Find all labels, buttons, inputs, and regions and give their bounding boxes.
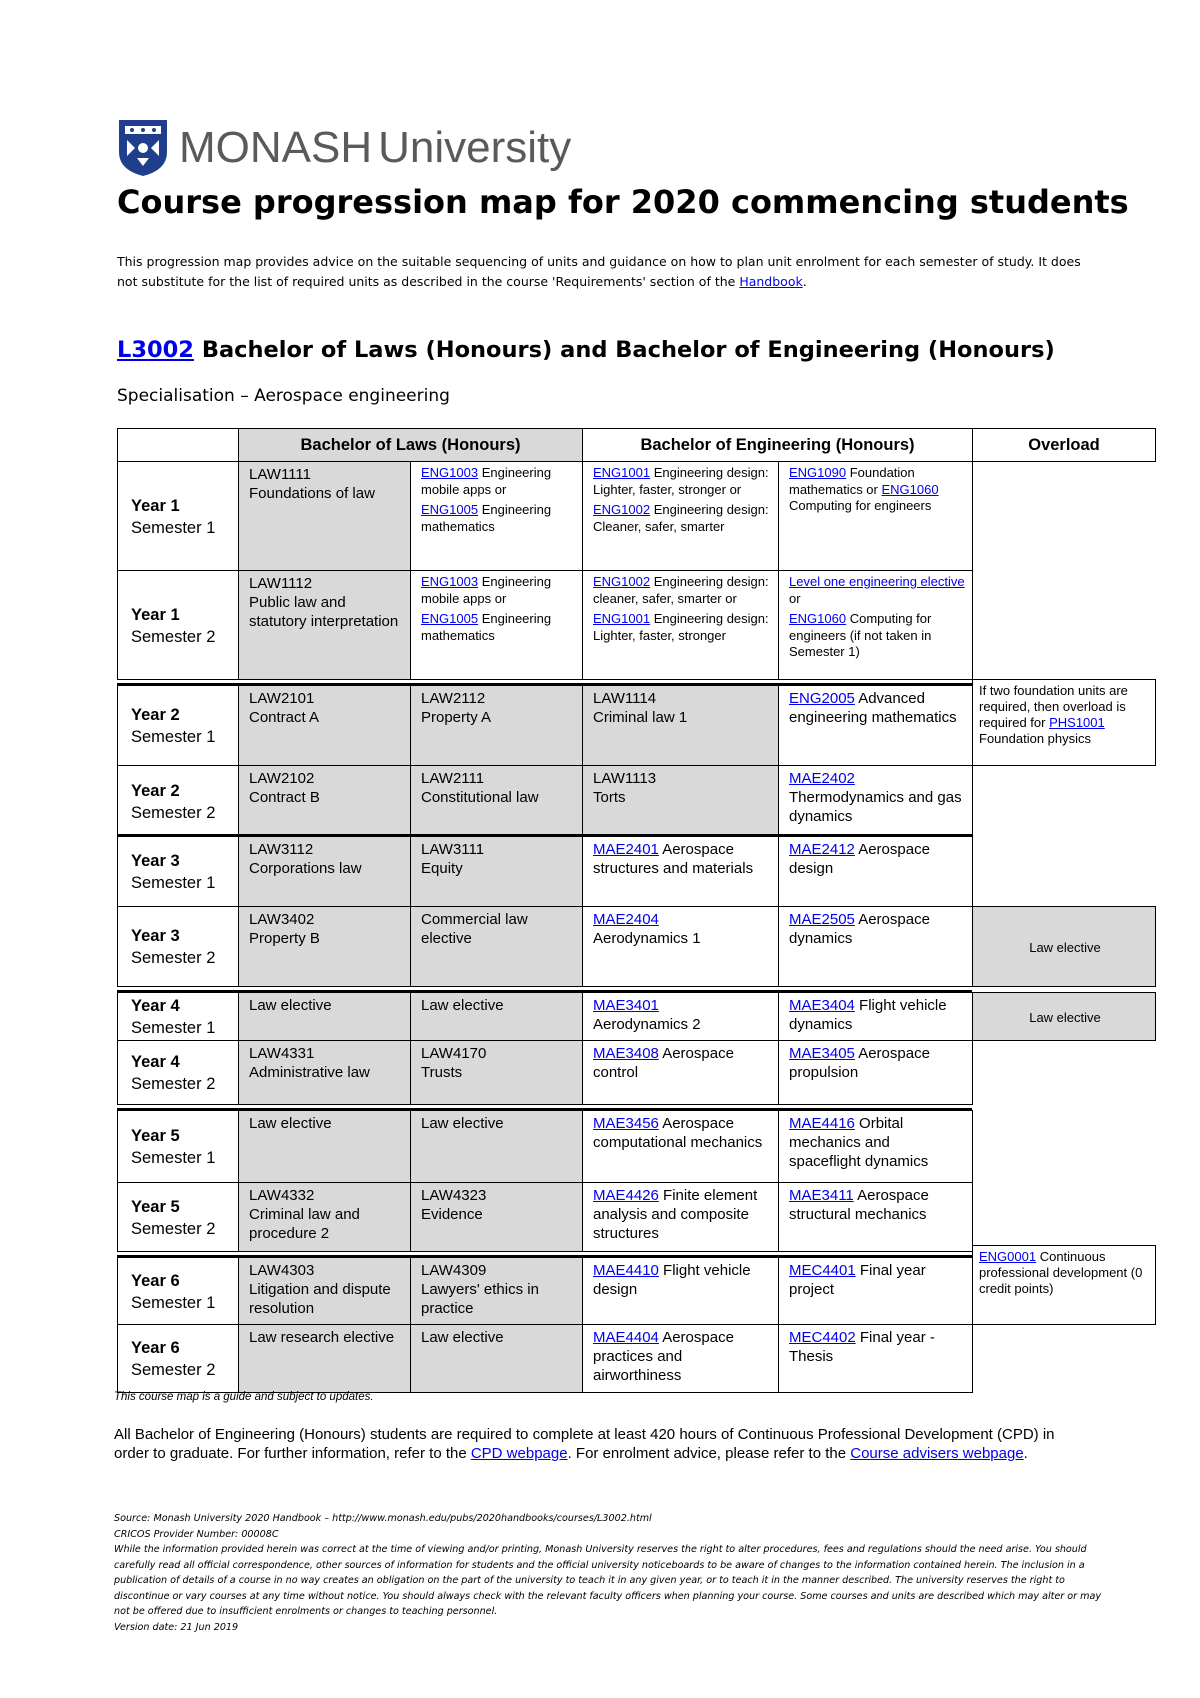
law-unit-cell	[238, 1040, 411, 1105]
unit-link[interactable]: MAE2505	[789, 911, 855, 928]
unit-link[interactable]: ENG1060	[789, 611, 847, 626]
cell-text: Flight vehicle dynamics	[789, 997, 947, 1033]
law-unit-text: LAW2101 Contract A	[249, 690, 320, 726]
cell-text: Aerospace propulsion	[789, 1045, 930, 1081]
unit-option	[421, 465, 576, 498]
law-unit-text: Law research elective	[249, 1329, 395, 1346]
eng-unit-cell	[778, 992, 973, 1041]
law-unit-text: LAW3402 Property B	[249, 911, 320, 947]
semester-label: Semester 1	[131, 518, 216, 537]
year-label: Year 5	[131, 1127, 180, 1145]
cell-text: Engineering mathematics	[421, 502, 552, 534]
row-year-cell	[117, 906, 239, 987]
law-unit-cell	[410, 836, 583, 907]
unit-link[interactable]: MAE3408	[593, 1045, 659, 1062]
eng-unit-cell	[778, 570, 973, 680]
intro-end: .	[802, 274, 807, 289]
eng-unit-cell	[778, 1257, 973, 1325]
version-date: Version date: 21 Jun 2019	[114, 1621, 239, 1633]
year-divider	[117, 834, 972, 837]
unit-link[interactable]: MAE3411	[789, 1187, 854, 1204]
cell-text: Computing for engineers	[789, 498, 932, 513]
unit-link[interactable]: ENG1003	[421, 574, 479, 589]
overload-note-year2	[972, 679, 1156, 766]
cell-text: Aerospace dynamics	[789, 911, 930, 947]
unit-link[interactable]: MAE3456	[593, 1115, 659, 1132]
year-divider	[117, 1255, 972, 1258]
row-year-cell	[117, 836, 239, 907]
cell-text: Flight vehicle design	[593, 1262, 751, 1298]
year-label: Year 5	[131, 1197, 180, 1216]
course-code-link[interactable]: L3002	[117, 337, 194, 363]
year-label: Year 1	[131, 605, 180, 624]
cpd-mid: . For enrolment advice, please refer to the	[567, 1445, 851, 1462]
year-divider	[117, 1108, 972, 1111]
cell-text: If two foundation units are required, then overload is required for	[979, 683, 1128, 730]
unit-link[interactable]: MAE2404	[593, 911, 659, 928]
cell-text: Engineering mathematics	[421, 611, 552, 643]
law-unit-text: LAW2102 Contract B	[249, 770, 320, 806]
law-unit-cell	[238, 1257, 411, 1325]
unit-option	[421, 611, 576, 644]
course-advisers-link[interactable]: Course advisers webpage	[850, 1445, 1024, 1462]
law-unit-cell	[238, 461, 411, 571]
overload-law-elective	[972, 992, 1156, 1041]
semester-label: Semester 2	[131, 1075, 216, 1093]
law-unit-cell	[410, 992, 583, 1041]
cell-text: Engineering design: Lighter, faster, stronger	[593, 611, 769, 643]
eng-unit-cell	[778, 906, 973, 987]
law-unit-cell	[238, 906, 411, 987]
cell-text: Thermodynamics and gas dynamics	[789, 789, 962, 825]
cell-text: Aerospace design	[789, 841, 930, 877]
unit-option	[789, 611, 966, 661]
unit-option	[421, 502, 576, 535]
law-unit-cell	[410, 765, 583, 837]
unit-link[interactable]: Level one engineering elective	[789, 574, 965, 589]
unit-link[interactable]: MAE3401	[593, 997, 659, 1014]
unit-link[interactable]: ENG1005	[421, 611, 479, 626]
cell-text: Foundation mathematics or	[789, 465, 915, 497]
logo-university: University	[378, 123, 572, 172]
overload-cpd	[972, 1245, 1156, 1325]
year-divider	[117, 683, 972, 686]
page-title: Course progression map for 2020 commencing students	[117, 183, 1129, 221]
unit-option	[593, 611, 772, 644]
header-eng	[582, 428, 973, 462]
cell-text: Final year project	[789, 1262, 926, 1298]
law-unit-cell	[410, 906, 583, 987]
source-footer	[114, 1511, 1104, 1635]
law-unit-cell	[410, 1324, 583, 1393]
law-unit-cell	[238, 836, 411, 907]
eng-unit-cell	[582, 1182, 779, 1252]
unit-link[interactable]: MAE2402	[789, 770, 855, 787]
overload-label: Law elective	[1029, 1009, 1101, 1025]
cell-text: Advanced engineering mathematics	[789, 690, 957, 726]
unit-link[interactable]: PHS1001	[1049, 715, 1105, 730]
cell-text: or	[789, 590, 801, 606]
unit-link[interactable]: ENG1060	[881, 481, 939, 497]
handbook-link[interactable]: Handbook	[739, 274, 803, 289]
eng-unit-cell	[778, 1182, 973, 1252]
unit-option	[593, 465, 772, 498]
cell-text: Orbital mechanics and spaceflight dynamics	[789, 1115, 929, 1170]
law-unit-text: LAW4170 Trusts	[421, 1045, 487, 1081]
eng-unit-cell	[778, 685, 973, 766]
law-unit-cell	[410, 1110, 583, 1183]
unit-option	[789, 465, 966, 515]
semester-label: Semester 2	[131, 1361, 216, 1379]
cpd-webpage-link[interactable]: CPD webpage	[470, 1445, 568, 1462]
law-unit-text: Commercial law elective	[421, 911, 528, 947]
law-unit-cell	[238, 1324, 411, 1393]
law-unit-cell	[410, 1257, 583, 1325]
unit-link[interactable]: MAE3404	[789, 997, 855, 1014]
year-divider	[117, 990, 972, 993]
law-unit-text: LAW4309 Lawyers' ethics in practice	[421, 1262, 539, 1317]
eng-unit-cell	[582, 1040, 779, 1105]
law-unit-text: LAW1113 Torts	[593, 770, 657, 806]
cell-text: Aerodynamics 1	[593, 930, 701, 947]
course-name: Bachelor of Laws (Honours) and Bachelor of Engineering (Honours)	[201, 337, 1055, 363]
year-label: Year 3	[131, 852, 180, 870]
eng-unit-cell	[778, 1110, 973, 1183]
law-unit-cell	[238, 765, 411, 837]
disclaimer-text: While the information provided herein was correct at the time of viewing and/or printing, Monash University reserves the right to alter procedures, fees and regulations should the need arise. You should carefully read all official correspondence, other sources of information for students and the official university noticeboards to be aware of changes to the information contained herein. The inclusion in a publication of details of a course in no way creates an obligation on the part of the university to teach it in any given year, or to teach it in the manner described. The university reserves the right to discontinue or vary courses at any time without notice. You should always check with the relevant faculty officers when planning your course. Some courses and units are described which may alter or may not be offered due to insufficient enrolments or changes to teaching personnel.	[114, 1544, 1102, 1617]
cpd-end: .	[1023, 1445, 1028, 1462]
overload-law-elective	[972, 906, 1156, 987]
unit-link[interactable]: ENG0001	[979, 1249, 1037, 1264]
row-year-cell	[117, 1257, 239, 1325]
row-year-cell	[117, 1040, 239, 1105]
row-year-cell	[117, 1324, 239, 1393]
cell-text: Engineering design: Cleaner, safer, smarter	[593, 502, 769, 534]
law-unit-text: LAW3111 Equity	[421, 841, 485, 877]
row-year-cell	[117, 992, 239, 1041]
law-unit-cell	[410, 1040, 583, 1105]
law-unit-text: LAW2112 Property A	[421, 690, 492, 726]
semester-label: Semester 1	[131, 728, 216, 746]
semester-label: Semester 2	[131, 803, 216, 822]
semester-label: Semester 1	[131, 1019, 216, 1037]
unit-link[interactable]: MAE4416	[789, 1115, 855, 1132]
cell-text: Aerospace structures and materials	[593, 841, 754, 877]
semester-label: Semester 2	[131, 1219, 216, 1238]
law-unit-text: Law elective	[421, 1115, 504, 1132]
law-unit-text: LAW3112 Corporations law	[249, 841, 362, 877]
eng-unit-cell	[778, 836, 973, 907]
law-unit-cell	[410, 1182, 583, 1252]
law-unit-cell	[238, 992, 411, 1041]
cell-text: Engineering design: cleaner, safer, smarter or	[593, 574, 769, 606]
cell-text: Computing for engineers (if not taken in Semester 1)	[789, 611, 932, 659]
law-unit-text: LAW1112 Public law and statutory interpretation	[249, 575, 399, 630]
law-unit-text: LAW4323 Evidence	[421, 1187, 487, 1223]
cell-text: Final year - Thesis	[789, 1329, 935, 1365]
eng-unit-cell	[582, 992, 779, 1041]
unit-link[interactable]: ENG1001	[593, 465, 651, 480]
law-unit-cell	[410, 685, 583, 766]
cell-text: Engineering mobile apps or	[421, 465, 552, 497]
unit-link[interactable]: ENG2005	[789, 690, 855, 707]
year-label: Year 2	[131, 706, 180, 724]
law-unit-cell	[238, 685, 411, 766]
unit-option	[421, 574, 576, 607]
year-label: Year 3	[131, 927, 180, 945]
semester-label: Semester 2	[131, 627, 216, 646]
cell-text: Aerospace structural mechanics	[789, 1187, 929, 1223]
unit-link[interactable]: ENG1002	[593, 502, 651, 517]
row-year-cell	[117, 685, 239, 766]
eng-unit-cell	[410, 461, 583, 571]
semester-label: Semester 2	[131, 949, 216, 967]
law-unit-text: LAW4303 Litigation and dispute resolution	[249, 1262, 391, 1317]
unit-option	[593, 502, 772, 535]
cell-text: Foundation physics	[979, 731, 1092, 746]
row-year-cell	[117, 461, 239, 571]
eng-unit-cell	[778, 1040, 973, 1105]
unit-link[interactable]: ENG1001	[593, 611, 651, 626]
guide-note: This course map is a guide and subject to updates.	[114, 1391, 374, 1403]
unit-link[interactable]: ENG1003	[421, 465, 479, 480]
unit-link[interactable]: MAE4410	[593, 1262, 659, 1279]
law-unit-text: LAW1111 Foundations of law	[249, 466, 375, 502]
cell-text: Continuous professional development (0 credit points)	[979, 1249, 1143, 1296]
year-label: Year 6	[131, 1339, 180, 1357]
year-label: Year 2	[131, 781, 180, 800]
law-unit-text: LAW4332 Criminal law and procedure 2	[249, 1187, 360, 1242]
specialisation: Specialisation – Aerospace engineering	[117, 386, 450, 406]
law-unit-cell	[582, 765, 779, 837]
eng-unit-cell	[582, 461, 779, 571]
unit-link[interactable]: ENG1090	[789, 465, 847, 480]
logo-monash: MONASH	[179, 123, 373, 172]
eng-unit-cell	[778, 765, 973, 837]
unit-link[interactable]: MAE3405	[789, 1045, 855, 1062]
row-year-cell	[117, 1182, 239, 1252]
unit-link[interactable]: MAE4404	[593, 1329, 659, 1346]
unit-link[interactable]: ENG1005	[421, 502, 479, 517]
law-unit-cell	[238, 570, 411, 680]
law-unit-text: Law elective	[249, 1115, 332, 1132]
year-label: Year 1	[131, 496, 180, 515]
eng-unit-cell	[582, 570, 779, 680]
unit-option	[789, 574, 966, 607]
cricos-line: CRICOS Provider Number: 00008C	[114, 1528, 279, 1540]
cell-text: Engineering design: Lighter, faster, stronger or	[593, 465, 769, 497]
unit-link[interactable]: MEC4402	[789, 1329, 856, 1346]
unit-link[interactable]: MEC4401	[789, 1262, 856, 1279]
cell-text: Aerospace computational mechanics	[593, 1115, 763, 1151]
law-unit-text: LAW2111 Constitutional law	[421, 770, 539, 806]
law-unit-cell	[582, 685, 779, 766]
law-unit-cell	[238, 1110, 411, 1183]
semester-label: Semester 1	[131, 874, 216, 892]
header-overload-label: Overload	[1028, 435, 1100, 454]
intro-text: This progression map provides advice on the suitable sequencing of units and guidance on how to plan unit enrolment for each semester of study. It does not substitute for the list of required units as described in the course 'Requirements' section of the	[117, 254, 1081, 289]
cpd-text: All Bachelor of Engineering (Honours) students are required to complete at least 420 hours of Continuous Professional Development (CPD) in order to graduate. For further information, refer to the	[114, 1426, 1055, 1462]
law-unit-text: Law elective	[421, 997, 504, 1014]
eng-unit-cell	[582, 906, 779, 987]
eng-unit-cell	[778, 461, 973, 571]
year-label: Year 4	[131, 1053, 180, 1071]
law-unit-cell	[238, 1182, 411, 1252]
law-unit-text: Law elective	[249, 997, 332, 1014]
eng-unit-cell	[410, 570, 583, 680]
unit-link[interactable]: MAE4426	[593, 1187, 659, 1204]
law-unit-text: LAW4331 Administrative law	[249, 1045, 370, 1081]
cell-text: Aerospace practices and airworthiness	[593, 1329, 734, 1384]
header-overload	[972, 428, 1156, 462]
header-law	[238, 428, 583, 462]
law-unit-text: Law elective	[421, 1329, 504, 1346]
year-label: Year 4	[131, 997, 180, 1015]
source-line: Source: Monash University 2020 Handbook – http://www.monash.edu/pubs/2020handbooks/courses/L3002.html	[114, 1513, 652, 1524]
cell-text: Aerospace control	[593, 1045, 734, 1081]
semester-label: Semester 1	[131, 1149, 216, 1167]
unit-link[interactable]: MAE2401	[593, 841, 659, 858]
eng-unit-cell	[582, 836, 779, 907]
eng-unit-cell	[582, 1110, 779, 1183]
eng-unit-cell	[778, 1324, 973, 1393]
cell-text: Engineering mobile apps or	[421, 574, 552, 606]
eng-unit-cell	[582, 1324, 779, 1393]
row-year-cell	[117, 1110, 239, 1183]
year-label: Year 6	[131, 1271, 180, 1290]
law-unit-text: LAW1114 Criminal law 1	[593, 690, 688, 726]
unit-link[interactable]: MAE2412	[789, 841, 855, 858]
unit-link[interactable]: ENG1002	[593, 574, 651, 589]
eng-unit-cell	[582, 1257, 779, 1325]
header-law-label: Bachelor of Laws (Honours)	[300, 435, 521, 454]
cpd-paragraph	[114, 1425, 1074, 1463]
overload-label: Law elective	[1029, 939, 1101, 955]
header-empty	[117, 428, 239, 462]
semester-label: Semester 1	[131, 1293, 216, 1312]
unit-option	[593, 574, 772, 607]
cell-text: Aerodynamics 2	[593, 1016, 701, 1033]
header-eng-label: Bachelor of Engineering (Honours)	[640, 435, 915, 454]
row-year-cell	[117, 765, 239, 837]
row-year-cell	[117, 570, 239, 680]
cell-text: Finite element analysis and composite structures	[593, 1187, 758, 1242]
